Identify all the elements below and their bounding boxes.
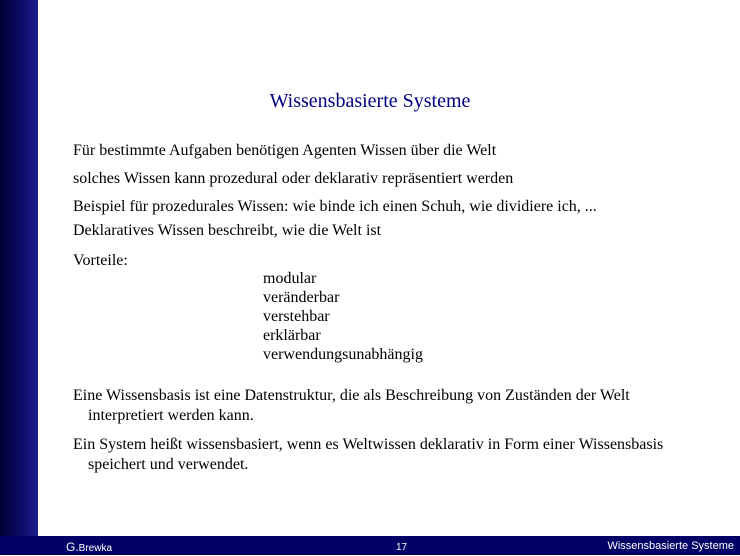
footer-title: Wissensbasierte Systeme bbox=[607, 540, 734, 552]
paragraph-4: Deklaratives Wissen beschreibt, wie die Welt ist bbox=[73, 222, 382, 239]
advantages-list bbox=[263, 269, 693, 364]
paragraph-2: solches Wissen kann prozedural oder deklarativ repräsentiert werden bbox=[73, 170, 514, 187]
advantage-item: modular bbox=[263, 270, 317, 287]
author-name: Brewka bbox=[78, 543, 113, 554]
advantage-item: erklärbar bbox=[263, 327, 321, 344]
slide-content bbox=[73, 141, 693, 475]
paragraph-knowledge-system: Ein System heißt wissensbasiert, wenn es Weltwissen deklarativ in Form einer Wissensbasis speichert und verwendet. bbox=[73, 436, 664, 473]
author-initial: G. bbox=[66, 540, 79, 554]
paragraph-3: Beispiel für prozedurales Wissen: wie binde ich einen Schuh, wie dividiere ich, ... bbox=[73, 198, 597, 215]
advantage-item: verwendungsunabhängig bbox=[263, 346, 423, 363]
advantage-item: verstehbar bbox=[263, 308, 330, 325]
left-accent-bar bbox=[0, 0, 38, 555]
footer-bar bbox=[0, 536, 740, 555]
footer-author bbox=[66, 540, 112, 556]
page-number: 17 bbox=[396, 542, 408, 553]
advantages-label: Vorteile: bbox=[73, 252, 128, 269]
advantage-item: veränderbar bbox=[263, 289, 340, 306]
paragraph-knowledge-base: Eine Wissensbasis ist eine Datenstruktur, die als Beschreibung von Zuständen der Welt interpretiert werden kann. bbox=[73, 387, 630, 424]
slide-title: Wissensbasierte Systeme bbox=[269, 90, 471, 112]
paragraph-1: Für bestimmte Aufgaben benötigen Agenten Wissen über die Welt bbox=[73, 142, 497, 159]
